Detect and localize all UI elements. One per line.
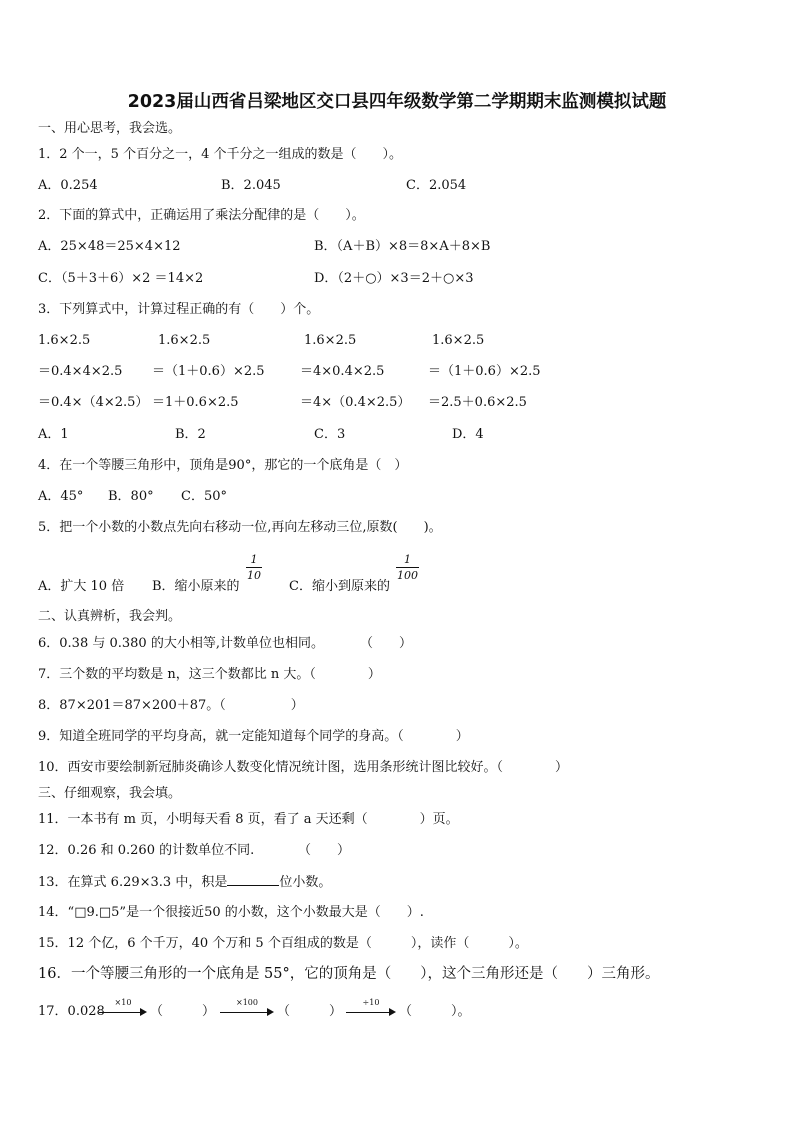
question-10: 10．西安市要绘制新冠肺炎确诊人数变化情况统计图，选用条形统计图比较好。（ ） [38,760,569,775]
section-1-heading: 一、用心思考，我会选。 [38,121,182,136]
q6-answer-blank[interactable]: （ ） [360,636,413,651]
question-9: 9．知道全班同学的平均身高，就一定能知道每个同学的身高。（ ） [38,729,469,744]
question-13 [38,874,331,891]
q5-option-b: B．缩小原来的 [152,579,240,594]
q3-expr-b-line-1: 1.6×2.5 [158,333,211,348]
section-3-heading: 三、仔细观察，我会填。 [38,786,182,801]
q3-expr-d-line-1: 1.6×2.5 [432,333,485,348]
q3-expr-c-line-1: 1.6×2.5 [304,333,357,348]
arrow-head-icon [267,1008,274,1016]
q4-option-a: A．45° [38,489,84,504]
fraction-bar [246,567,262,568]
q2-option-b: B．（A＋B）×8＝8×A＋8×B [314,239,491,254]
q17-op-label: ×10 [114,998,132,1007]
q17-blank-3[interactable]: （ ）。 [399,1004,471,1019]
q17-arrow-3 [346,998,396,1016]
question-14: 14．“□9.□5”是一个很接近50 的小数，这个小数最大是（ ）. [38,905,424,920]
q3-option-a: A．1 [38,427,69,442]
q3-option-d: D．4 [452,427,484,442]
q5-option-a: A．扩大 10 倍 [38,579,125,594]
question-15: 15．12 个亿，6 个千万，40 个万和 5 个百组成的数是（ ），读作（ ）。 [38,936,528,951]
q3-expr-d-line-2: ＝（1＋0.6）×2.5 [428,364,541,379]
question-17-start: 17．0.028 [38,1004,105,1019]
question-4: 4．在一个等腰三角形中，顶角是90°，那它的一个底角是（ ） [38,458,408,473]
q3-expr-a-line-1: 1.6×2.5 [38,333,91,348]
fraction-denominator: 100 [397,569,418,582]
q12-answer-blank[interactable]: （ ） [298,843,351,858]
question-5: 5．把一个小数的小数点先向右移动一位,再向左移动三位,原数( )。 [38,520,442,535]
q3-expr-b-line-2: ＝（1＋0.6）×2.5 [152,364,265,379]
q13-suffix: 位小数。 [279,875,332,890]
arrow-shaft [346,1012,390,1013]
q2-option-a: A．25×48＝25×4×12 [38,239,181,254]
q13-prefix: 13．在算式 6.29×3.3 中，积是 [38,875,228,890]
q3-option-c: C．3 [314,427,346,442]
question-6: 6．0.38 与 0.380 的大小相等,计数单位也相同。 [38,636,324,651]
q5-option-c: C．缩小到原来的 [289,579,390,594]
question-7: 7．三个数的平均数是 n，这三个数都比 n 大。（ ） [38,667,381,682]
section-2-heading: 二、认真辨析，我会判。 [38,609,182,624]
q3-expr-c-line-2: ＝4×0.4×2.5 [300,364,385,379]
q3-expr-b-line-3: ＝1＋0.6×2.5 [152,395,239,410]
question-12: 12．0.26 和 0.260 的计数单位不同. [38,843,255,858]
fraction-bar [396,567,419,568]
fraction-denominator: 10 [247,569,261,582]
q17-op-label: ÷10 [362,998,380,1007]
question-11: 11．一本书有 m 页，小明每天看 8 页，看了 a 天还剩（ ）页。 [38,812,459,827]
q17-arrow-2 [220,998,274,1016]
q1-option-c: C．2.054 [406,178,467,193]
fraction-numerator: 1 [250,553,258,566]
question-3: 3．下列算式中，计算过程正确的有（ ）个。 [38,302,320,317]
question-1: 1．2 个一，5 个百分之一，4 个千分之一组成的数是（ ）。 [38,147,402,162]
q3-option-b: B．2 [175,427,206,442]
question-16: 16．一个等腰三角形的一个底角是 55°，它的顶角是（ ），这个三角形还是（ ）三角形。 [38,966,660,982]
q2-option-d: D．（2＋○）×3＝2＋○×3 [314,271,474,286]
q5-option-b-fraction [246,553,262,582]
arrow-head-icon [140,1008,147,1016]
q3-expr-c-line-3: ＝4×（0.4×2.5） [300,395,411,410]
arrow-shaft [220,1012,268,1013]
q1-option-b: B．2.045 [221,178,281,193]
q17-blank-2[interactable]: （ ） [277,1004,343,1019]
q2-option-c: C．（5＋3＋6）×2 ＝14×2 [38,271,204,286]
arrow-shaft [99,1012,141,1013]
q1-option-a: A．0.254 [38,178,98,193]
question-8: 8．87×201＝87×200＋87。（ ） [38,698,304,713]
q3-expr-d-line-3: ＝2.5＋0.6×2.5 [428,395,527,410]
q17-blank-1[interactable]: （ ） [150,1004,216,1019]
q3-expr-a-line-2: ＝0.4×4×2.5 [38,364,123,379]
arrow-head-icon [389,1008,396,1016]
q13-answer-blank[interactable] [227,874,279,886]
q5-option-c-fraction [396,553,419,582]
q4-option-b: B．80° [108,489,154,504]
q17-arrow-1 [99,998,147,1016]
q4-option-c: C．50° [181,489,227,504]
fraction-numerator: 1 [404,553,411,566]
question-2: 2．下面的算式中，正确运用了乘法分配律的是（ ）。 [38,208,365,223]
q3-expr-a-line-3: ＝0.4×（4×2.5） [38,395,149,410]
page-title: 2023届山西省吕梁地区交口县四年级数学第二学期期末监测模拟试题 [127,92,667,112]
q17-op-label: ×100 [236,998,258,1007]
